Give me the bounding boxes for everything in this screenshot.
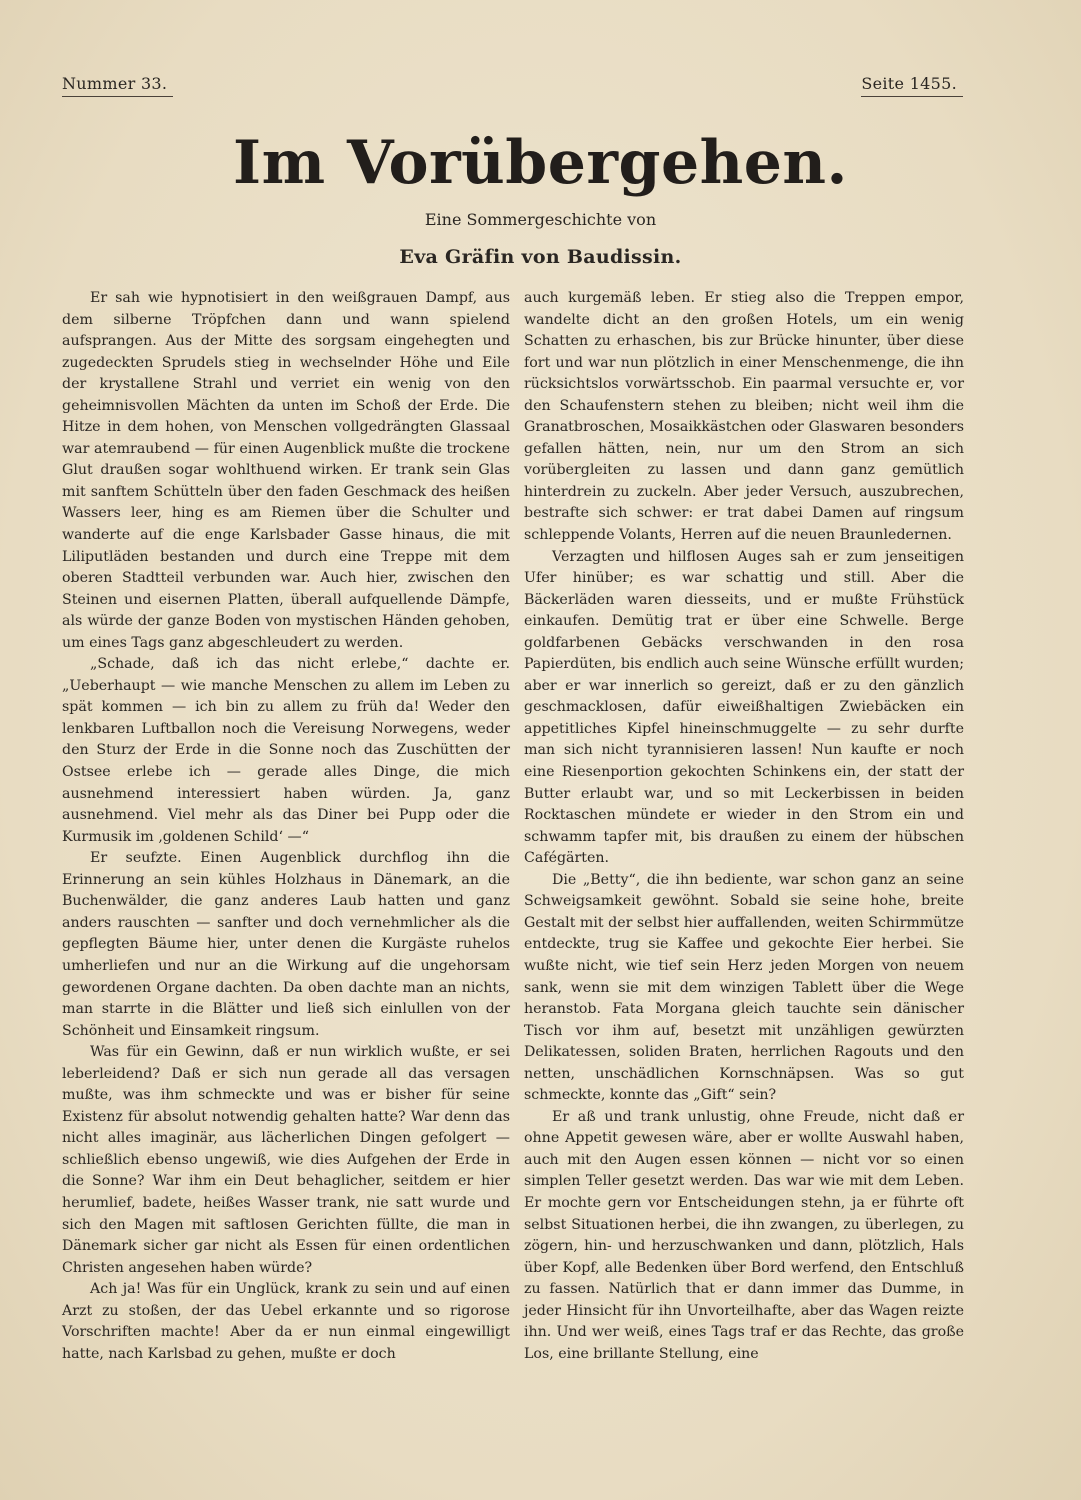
left-column (62, 288, 510, 1365)
paragraph: auch kurgemäß leben. Er stieg also die Treppen empor, wandelte dicht an den großen Hotels, um ein wenig Schatten zu erhaschen, bis zur Brücke hinunter, über diese fort und war nun plötzlich in einer Menschenmenge, die ihn rücksichtslos vorwärtsschob. Ein paarmal versuchte er, vor den Schaufenstern stehen zu bleiben; nicht weil ihm die Granatbroschen, Mosaikkästchen oder Glaswaren besonders gefallen hätten, nein, nur um den Strom an sich vorübergleiten zu lassen und dann ganz gemütlich hinterdrein zu zuckeln. Aber jeder Versuch, auszubrechen, bestrafte sich schwer: er trat dabei Damen auf ringsum schleppende Volants, Herren auf die neuen Braunledernen. (524, 290, 964, 544)
page-number: Seite 1455. (861, 74, 957, 93)
paragraph: Die „Betty“, die ihn bediente, war schon ganz an seine Schweigsamkeit gewöhnt. Sobald sie seine hohe, breite Gestalt mit der selbst hier auffallenden, weiten Schirmmütze entdeckte, trug sie Kaffee und gekochte Eier herbei. Sie wußte nicht, wie tief sein Herz jeden Morgen von neuem sank, wenn sie mit dem winzigen Tablett über die Wege heranstob. Fata Morgana gleich tauchte sein dänischer Tisch vor ihm auf, besetzt mit unzähligen gewürzten Delikatessen, soliden Braten, herrlichen Ragouts und den netten, unschädlichen Kornschnäpsen. Was so gut schmeckte, konnte das „Gift“ sein? (524, 871, 964, 1104)
article-subtitle: Eine Sommergeschichte von (424, 210, 657, 229)
right-column (524, 288, 964, 1365)
paragraph: Was für ein Gewinn, daß er nun wirklich wußte, er sei leberleidend? Daß er sich nun gerade all das versagen mußte, was ihm schmeckte und was er bisher für seine Existenz für absolut notwendig gehalten hatte? War denn das nicht alles imaginär, aus lächerlichen Dingen gefolgert — schließlich ebenso ungewiß, wie dies Aufgehen der Erde in die Sonne? War ihm ein Deut behaglicher, seitdem er hier herumlief, badete, heißes Wasser trank, nie satt wurde und sich den Magen mit saftlosen Gerichten füllte, die man in Dänemark sicher gar nicht als Essen für einen ordentlichen Christen angesehen haben würde? (62, 1044, 510, 1276)
issue-number: Nummer 33. (62, 74, 168, 93)
paragraph: Er aß und trank unlustig, ohne Freude, nicht daß er ohne Appetit gewesen wäre, aber er wollte Auswahl haben, auch mit den Augen essen können — nicht vor so einen simplen Teller gesetzt werden. Das war wie mit dem Leben. Er mochte gern vor Entscheidungen stehn, ja er führte oft selbst Situationen herbei, die ihn zwangen, zu überlegen, zu zögern, hin- und herzuschwanken und dann, plötzlich, Hals über Kopf, alle Bedenken über Bord werfend, den Entschluß zu fassen. Natürlich that er dann immer das Dumme, in jeder Hinsicht für ihn Unvorteilhafte, aber das Wagen reizte ihn. Und wer weiß, eines Tags traf er das Rechte, das große Los, eine brillante Stellung, eine (524, 1108, 964, 1362)
paragraph: Verzagten und hilflosen Auges sah er zum jenseitigen Ufer hinüber; es war schattig und still. Aber die Bäckerläden waren diesseits, und er mußte Frühstück einkaufen. Demütig trat er über eine Schwelle. Berge goldfarbenen Gebäcks verschwanden in den rosa Papierdüten, bis endlich auch seine Wünsche erfüllt wurden; aber er war innerlich so gereizt, daß er zu den gänzlich geschmacklosen, dafür eiweißhaltigen Zwiebäcken ein appetitliches Kipfel hineinschmuggelte — zu sehr durfte man sich nicht tyrannisieren lassen! Nun kaufte er noch eine Riesenportion gekochten Schinkens ein, der statt der Butter erlaubt war, und so mit Leckerbissen in beiden Rocktaschen mündete er wieder in den Strom ein und schwamm tapfer mit, bis draußen zu einem der hübschen Cafégärten. (524, 548, 964, 867)
paragraph: „Schade, daß ich das nicht erlebe,“ dachte er. „Ueberhaupt — wie manche Menschen zu allem im Leben zu spät kommen — ich bin zu allem zu früh da! Weder den lenkbaren Luftballon noch die Vereisung Norwegens, weder den Sturz der Erde in die Sonne noch das Zuschütten der Ostsee erlebe ich — gerade alles Dinge, die mich ausnehmend interessiert haben würden. Ja, ganz ausnehmend. Viel mehr als das Diner bei Pupp oder die Kurmusik im ‚goldenen Schild‘ —“ (62, 656, 510, 845)
article-author: Eva Gräfin von Baudissin. (399, 246, 682, 268)
article-title: Im Vorübergehen. (233, 128, 848, 198)
paragraph: Er sah wie hypnotisiert in den weißgrauen Dampf, aus dem silberne Tröpfchen dann und wann spielend aufsprangen. Aus der Mitte des sorgsam eingehegten und zugedeckten Sprudels stieg in wechselnder Höhe und Eile der krystallene Strahl und verriet ein wenig von den geheimnisvollen Mächten da unten im Schoß der Erde. Die Hitze in dem hohen, von Menschen vollgedrängten Glassaal war atemraubend — für einen Augenblick mußte die trockene Glut draußen sogar wohlthuend wirken. Er trank sein Glas mit sanftem Schütteln über den faden Geschmack des heißen Wassers leer, hing es am Riemen über die Schulter und wanderte auf die enge Karlsbader Gasse hinaus, die mit Liliputläden bestanden und durch eine Treppe mit dem oberen Stadtteil verbunden war. Auch hier, zwischen den Steinen und eisernen Platten, überall aufquellende Dämpfe, als würde der ganze Boden von mystischen Händen gehoben, um eines Tags ganz abgeschleudert zu werden. (62, 290, 510, 651)
paragraph: Er seufzte. Einen Augenblick durchflog ihn die Erinnerung an sein kühles Holzhaus in Dänemark, an die Buchenwälder, die ganz anderes Laub hatten und ganz anders rauschten — sanfter und doch vernehmlicher als die gepflegten Bäume hier, unter denen die Kurgäste ruhelos umherliefen und nur an die Wirkung auf die ungehorsam gewordenen Organe dachten. Da oben dachte man an nichts, man starrte in die Blätter und ließ sich einlullen von der Schönheit und Einsamkeit ringsum. (62, 850, 510, 1039)
paragraph: Ach ja! Was für ein Unglück, krank zu sein und auf einen Arzt zu stoßen, der das Uebel erkannte und so rigorose Vorschriften machte! Aber da er nun einmal eingewilligt hatte, nach Karlsbad zu gehen, mußte er doch (62, 1281, 510, 1362)
